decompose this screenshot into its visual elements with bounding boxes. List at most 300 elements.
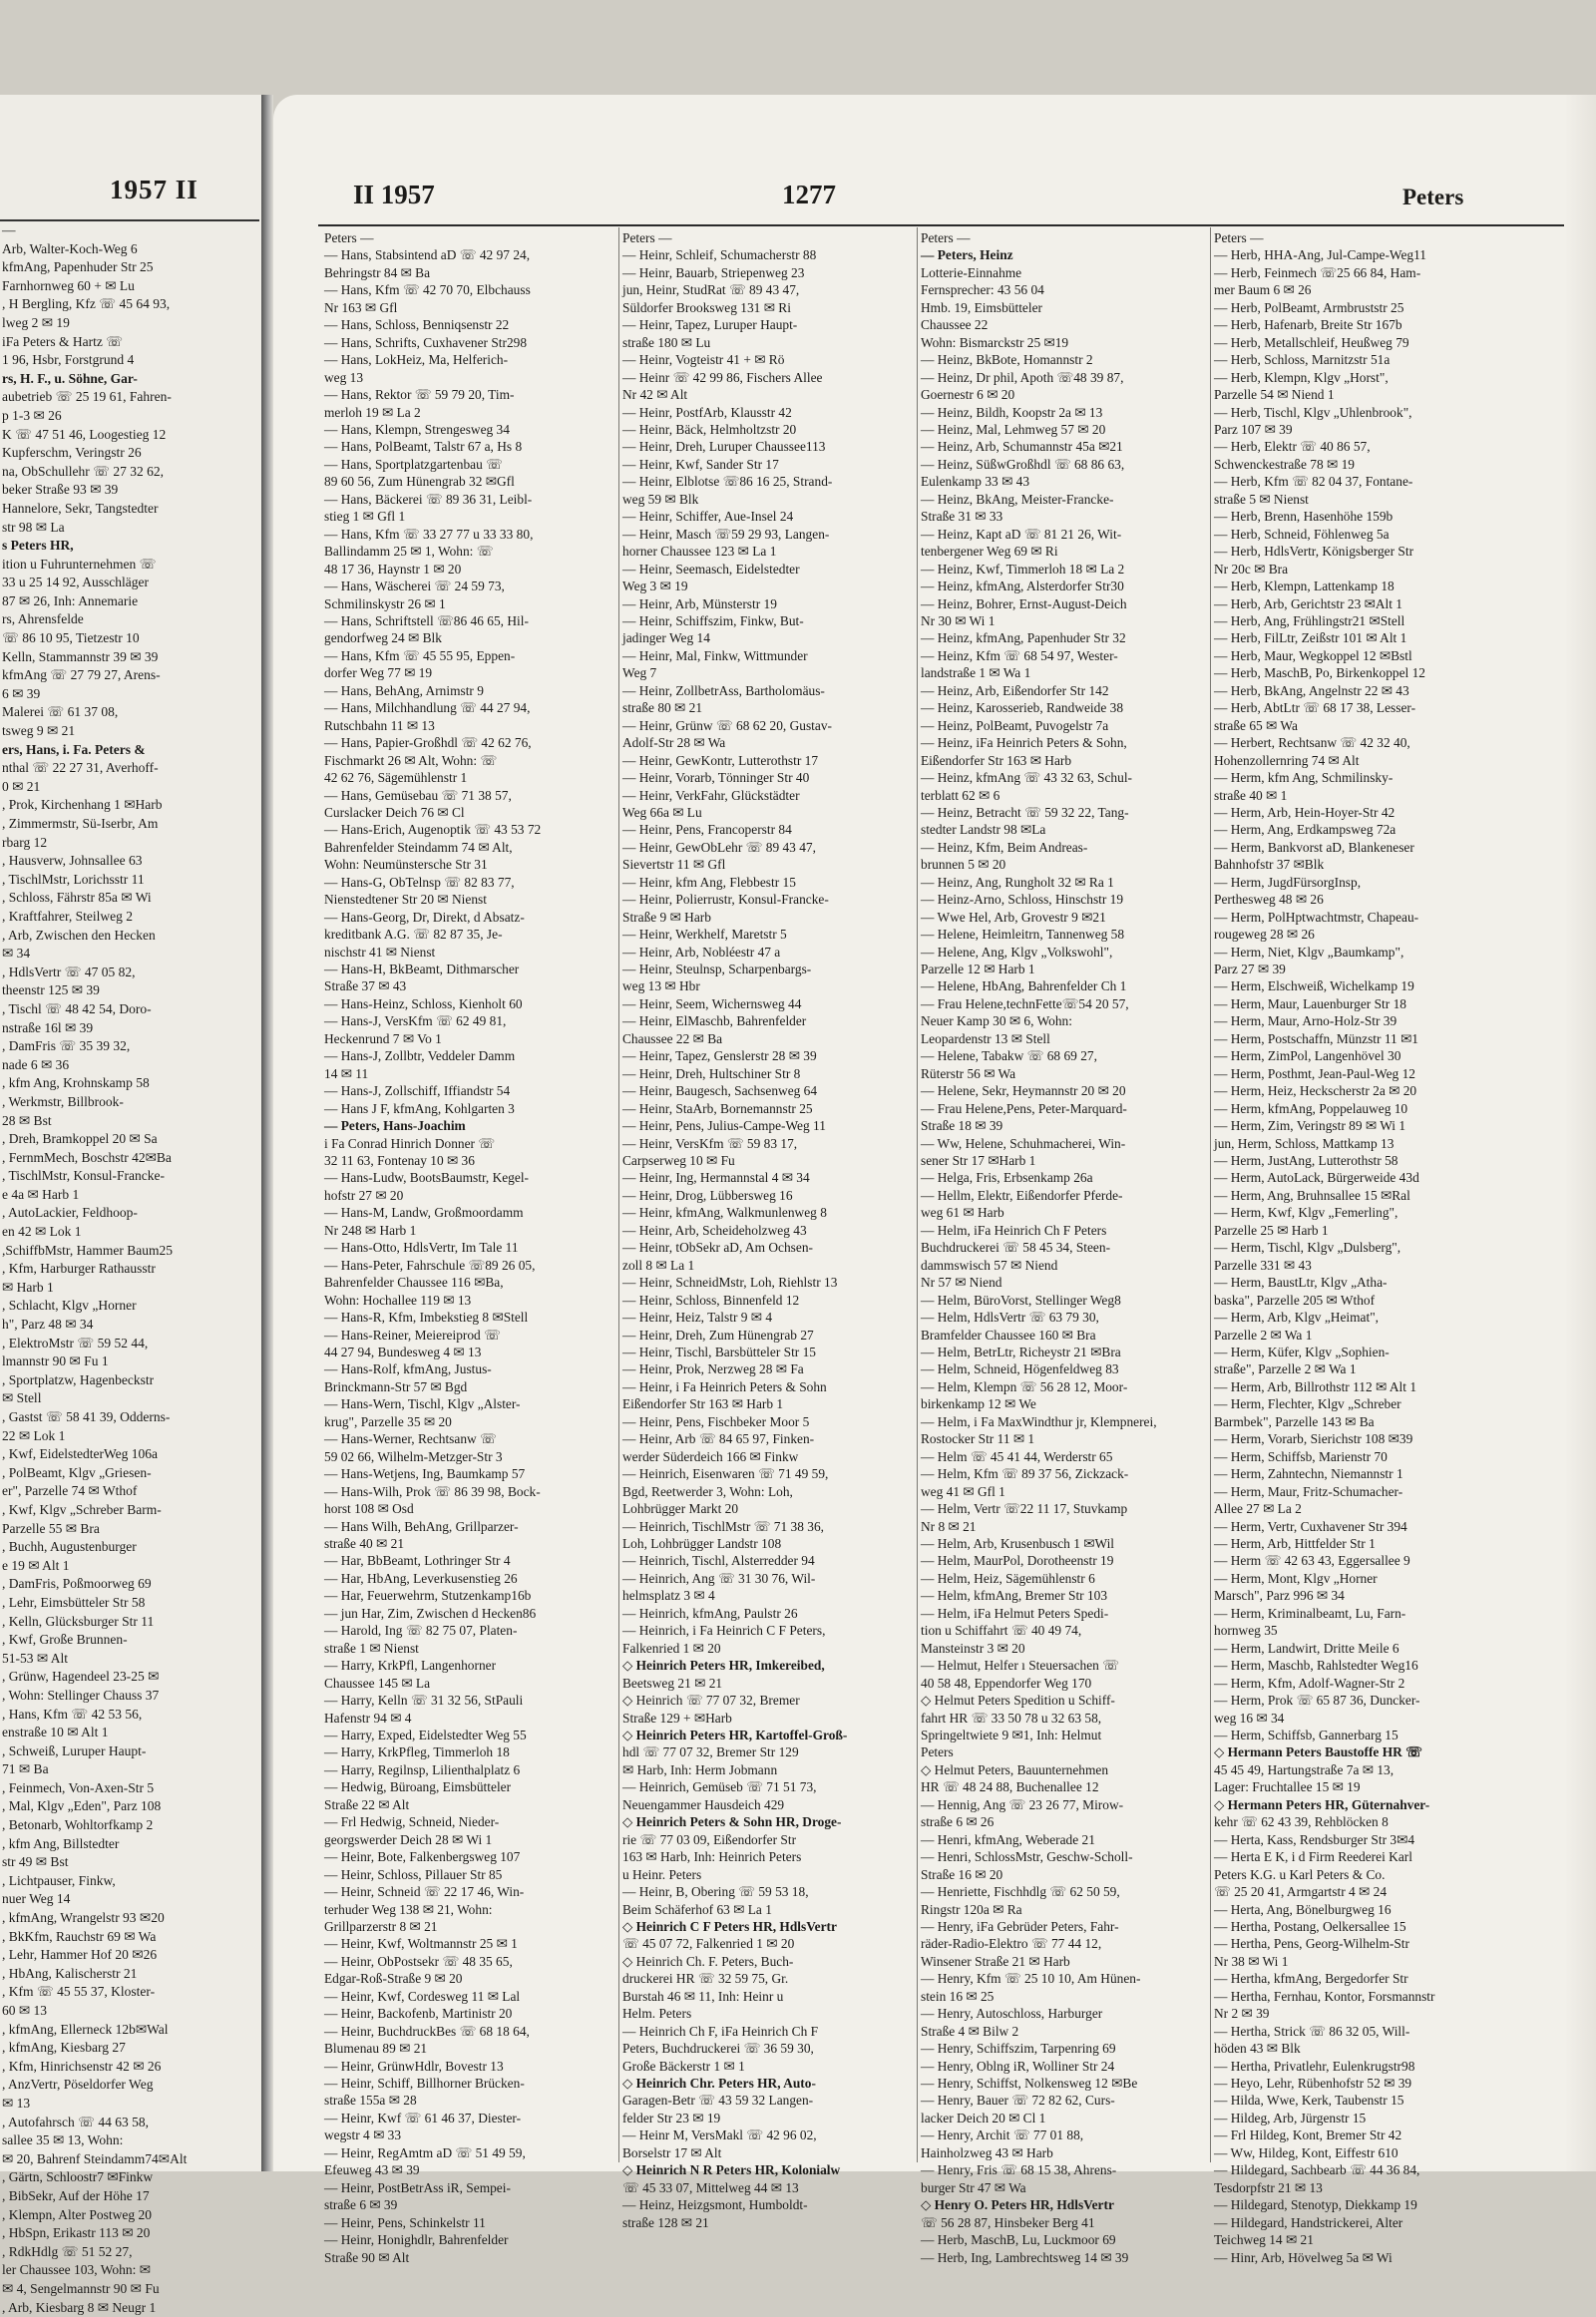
directory-entry: K ☏ 47 51 46, Loogestieg 12 (2, 426, 259, 445)
directory-entry: — Heinr, Schiffszim, Finkw, But- (622, 612, 937, 629)
directory-entry: — Henri, kfmAng, Weberade 21 (921, 1831, 1230, 1848)
directory-entry: — Herm, Maur, Arno-Holz-Str 39 (1214, 1012, 1513, 1029)
directory-entry: — Helm, Arb, Krusenbusch 1 ✉Wil (921, 1535, 1230, 1552)
directory-entry: , ElektroMstr ☏ 59 52 44, (2, 1335, 259, 1353)
directory-entry: — Heinr, VerkFahr, Glückstädter (622, 787, 937, 804)
directory-entry: — Heinr, Schiff, Billhorner Brücken- (324, 2075, 663, 2092)
directory-entry: — Herm, Mont, Klgv „Horner (1214, 1570, 1513, 1587)
directory-entry: — Harry, Regilnsp, Lilienthalplatz 6 (324, 1761, 663, 1778)
directory-entry: theenstr 125 ✉ 39 (2, 981, 259, 1000)
directory-entry: — Heinz, Arb, Eißendorfer Str 142 (921, 682, 1230, 699)
directory-entry: Peters — (324, 229, 663, 246)
directory-column-1 (324, 227, 663, 2164)
directory-entry: — Herta E K, i d Firm Reederei Karl (1214, 1848, 1513, 1865)
directory-entry: terhuder Weg 138 ✉ 21, Wohn: (324, 1901, 663, 1918)
directory-entry: Marsch", Parz 996 ✉ 34 (1214, 1587, 1513, 1604)
directory-entry: — Heinr, Kwf, Woltmannstr 25 ✉ 1 (324, 1935, 663, 1952)
directory-entry: ler Chaussee 103, Wohn: ✉ (2, 2261, 259, 2280)
running-head-name: Peters (1402, 185, 1463, 210)
left-page-header: 1957 II (110, 175, 199, 205)
directory-entry: — Helm, i Fa MaxWindthur jr, Klempnerei, (921, 1413, 1230, 1430)
directory-entry: hdl ☏ 77 07 32, Bremer Str 129 (622, 1743, 937, 1760)
directory-entry: — Frau Helene,technFette☏54 20 57, (921, 995, 1230, 1012)
directory-entry: ◇ Heinrich Chr. Peters HR, Auto- (622, 2075, 937, 2092)
directory-entry: stein 16 ✉ 25 (921, 1988, 1230, 2005)
directory-entry: — Helm, Vertr ☏22 11 17, Stuvkamp (921, 1500, 1230, 1517)
directory-entry: räder-Radio-Elektro ☏ 77 44 12, (921, 1935, 1230, 1952)
directory-entry: nade 6 ✉ 36 (2, 1056, 259, 1075)
directory-entry: weg 13 (324, 369, 663, 386)
directory-entry: — Heinz, BkAng, Meister-Francke- (921, 491, 1230, 508)
directory-entry: — Herb, Elektr ☏ 40 86 57, (1214, 438, 1513, 455)
directory-entry: Parzelle 331 ✉ 43 (1214, 1257, 1513, 1274)
directory-entry: lweg 2 ✉ 19 (2, 314, 259, 333)
directory-entry: — Heinr, i Fa Heinrich Peters & Sohn (622, 1378, 937, 1395)
directory-entry: rie ☏ 77 03 09, Eißendorfer Str (622, 1831, 937, 1848)
directory-entry: Lotterie-Einnahme (921, 264, 1230, 281)
directory-entry: baska", Parzelle 205 ✉ Wthof (1214, 1292, 1513, 1309)
directory-entry: straße 128 ✉ 21 (622, 2214, 937, 2231)
directory-entry: — Heinr, Schiffer, Aue-Insel 24 (622, 508, 937, 525)
directory-entry: Loh, Lohbrügger Landstr 108 (622, 1535, 937, 1552)
directory-entry: — Heinrich, i Fa Heinrich C F Peters, (622, 1622, 937, 1639)
directory-entry: Straße 22 ✉ Alt (324, 1796, 663, 1813)
directory-entry: aubetrieb ☏ 25 19 61, Fahren- (2, 388, 259, 407)
directory-entry: ◇ Helmut Peters Spedition u Schiff- (921, 1692, 1230, 1709)
directory-entry: Parz 27 ✉ 39 (1214, 961, 1513, 977)
directory-entry: Hannelore, Sekr, Tangstedter (2, 500, 259, 519)
directory-entry: , HdlsVertr ☏ 47 05 82, (2, 964, 259, 982)
directory-entry: Nr 2 ✉ 39 (1214, 2005, 1513, 2022)
column-divider (618, 227, 619, 2162)
directory-entry: , kfm Ang, Billstedter (2, 1835, 259, 1854)
header-rule (318, 224, 1566, 226)
directory-entry: — Heinr, ElMaschb, Bahrenfelder (622, 1012, 937, 1029)
directory-entry: — Heinr, StaArb, Bornemannstr 25 (622, 1100, 937, 1117)
directory-entry: — Henri, SchlossMstr, Geschw-Scholl- (921, 1848, 1230, 1865)
directory-entry: Nr 30 ✉ Wi 1 (921, 612, 1230, 629)
directory-entry: — Har, HbAng, Leverkusenstieg 26 (324, 1570, 663, 1587)
directory-entry: — Herm, Ang, Erdkampsweg 72a (1214, 821, 1513, 838)
directory-entry: Perthesweg 48 ✉ 26 (1214, 891, 1513, 908)
directory-entry: — Herm, Vertr, Cuxhavener Str 394 (1214, 1518, 1513, 1535)
directory-entry: — Helm, BetrLtr, Richeystr 21 ✉Bra (921, 1344, 1230, 1360)
directory-entry: 163 ✉ Harb, Inh: Heinrich Peters (622, 1848, 937, 1865)
directory-entry: , Grünw, Hagendeel 23-25 ✉ (2, 1668, 259, 1687)
directory-entry: , BkKfm, Rauchstr 69 ✉ Wa (2, 1928, 259, 1947)
directory-entry: — Herm, Vorarb, Sierichstr 108 ✉39 (1214, 1430, 1513, 1447)
directory-entry: Carpserweg 10 ✉ Fu (622, 1152, 937, 1169)
directory-entry: — Helene, Tabakw ☏ 68 69 27, (921, 1047, 1230, 1064)
directory-entry: , Sportplatzw, Hagenbeckstr (2, 1371, 259, 1390)
directory-entry: straße 65 ✉ Wa (1214, 717, 1513, 734)
directory-entry: — Heinz, kfmAng, Alsterdorfer Str30 (921, 578, 1230, 594)
book-gutter (261, 95, 273, 2171)
directory-entry: — Hans, Papier-Großhdl ☏ 42 62 76, (324, 734, 663, 751)
directory-entry: georgswerder Deich 28 ✉ Wi 1 (324, 1831, 663, 1848)
directory-entry: 45 45 49, Hartungstraße 7a ✉ 13, (1214, 1761, 1513, 1778)
directory-entry: jun, Herm, Schloss, Mattkamp 13 (1214, 1135, 1513, 1152)
directory-entry: — Herm, Zahntechn, Niemannstr 1 (1214, 1465, 1513, 1482)
directory-entry: Straße 37 ✉ 43 (324, 977, 663, 994)
directory-entry: — Heinz, PolBeamt, Puvogelstr 7a (921, 717, 1230, 734)
directory-entry: — Hellm, Elektr, Eißendorfer Pferde- (921, 1187, 1230, 1204)
directory-entry: — Herb, PolBeamt, Armbruststr 25 (1214, 299, 1513, 316)
directory-entry: Hmb. 19, Eimsbütteler (921, 299, 1230, 316)
directory-entry: — Heinz, iFa Heinrich Peters & Sohn, (921, 734, 1230, 751)
directory-entry: merloh 19 ✉ La 2 (324, 404, 663, 421)
directory-entry: Grillparzerstr 8 ✉ 21 (324, 1918, 663, 1935)
directory-entry: — Heinz, SüßwGroßhdl ☏ 68 86 63, (921, 456, 1230, 473)
directory-entry: Peters, Buchdruckerei ☏ 36 59 30, (622, 2040, 937, 2057)
directory-entry: Peters — (921, 229, 1230, 246)
directory-entry: sener Str 17 ✉Harb 1 (921, 1152, 1230, 1169)
directory-entry: — Heinz, Arb, Schumannstr 45a ✉21 (921, 438, 1230, 455)
directory-entry: — Heinr, Masch ☏59 29 93, Langen- (622, 526, 937, 543)
directory-entry: sallee 35 ✉ 13, Wohn: (2, 2131, 259, 2150)
directory-entry: — Herb, Feinmech ☏25 66 84, Ham- (1214, 264, 1513, 281)
directory-entry: — Heinr, Drog, Lübbersweg 16 (622, 1187, 937, 1204)
directory-entry: , DamFris, Poßmoorweg 69 (2, 1575, 259, 1594)
directory-entry: Chaussee 145 ✉ La (324, 1675, 663, 1692)
directory-entry: Hainholzweg 43 ✉ Harb (921, 2144, 1230, 2161)
directory-entry: Bahrenfelder Steindamm 74 ✉ Alt, (324, 839, 663, 856)
directory-entry: — Hans Wilh, BehAng, Grillparzer- (324, 1518, 663, 1535)
directory-entry: — Hans, Wäscherei ☏ 24 59 73, (324, 578, 663, 594)
directory-entry: Borselstr 17 ✉ Alt (622, 2144, 937, 2161)
directory-entry: h", Parz 48 ✉ 34 (2, 1316, 259, 1335)
directory-entry: — Hans, Bäckerei ☏ 89 36 31, Leibl- (324, 491, 663, 508)
directory-entry: Nr 20c ✉ Bra (1214, 561, 1513, 578)
directory-entry: — Heinr, B, Obering ☏ 59 53 18, (622, 1883, 937, 1900)
directory-entry: — Hennig, Ang ☏ 23 26 77, Mirow- (921, 1796, 1230, 1813)
directory-entry: — Heinrich, Tischl, Alsterredder 94 (622, 1552, 937, 1569)
directory-entry: — Herm, kfm Ang, Schmilinsky- (1214, 769, 1513, 786)
directory-entry: Parzelle 54 ✉ Niend 1 (1214, 386, 1513, 403)
directory-entry: — Henry, Schiffszim, Tarpenring 69 (921, 2040, 1230, 2057)
directory-entry: — Harry, KrkPfl, Langenhorner (324, 1657, 663, 1674)
directory-entry: rs, Ahrensfelde (2, 610, 259, 629)
directory-entry: straße 40 ✉ 1 (1214, 787, 1513, 804)
directory-entry: rbarg 12 (2, 834, 259, 853)
directory-entry: — Heinr, Arb, Nobléestr 47 a (622, 944, 937, 961)
directory-entry: Rutschbahn 11 ✉ 13 (324, 717, 663, 734)
directory-entry: — Herm, Kfm, Adolf-Wagner-Str 2 (1214, 1675, 1513, 1692)
directory-entry: Peters (921, 1743, 1230, 1760)
directory-entry: — Henry, Archit ☏ 77 01 88, (921, 2126, 1230, 2143)
directory-entry: e 19 ✉ Alt 1 (2, 1557, 259, 1576)
directory-entry: Burstah 46 ✉ 11, Inh: Heinr u (622, 1988, 937, 2005)
directory-entry: druckerei HR ☏ 32 59 75, Gr. (622, 1970, 937, 1987)
directory-entry: — Hildegard, Handstrickerei, Alter (1214, 2214, 1513, 2231)
directory-entry: , Betonarb, Wohltorfkamp 2 (2, 1816, 259, 1835)
directory-entry: — Hans-Wilh, Prok ☏ 86 39 98, Bock- (324, 1483, 663, 1500)
directory-entry: Eulenkamp 33 ✉ 43 (921, 473, 1230, 490)
directory-entry: Heckenrund 7 ✉ Vo 1 (324, 1030, 663, 1047)
directory-entry: Farnhornweg 60 + ✉ Lu (2, 277, 259, 296)
directory-entry: 14 ✉ 11 (324, 1065, 663, 1082)
directory-entry: — Hans-R, Kfm, Imbekstieg 8 ✉Stell (324, 1309, 663, 1326)
directory-entry: — Harry, Exped, Eidelstedter Weg 55 (324, 1727, 663, 1743)
directory-entry: — Hedwig, Büroang, Eimsbütteler (324, 1778, 663, 1795)
directory-entry: lmannstr 90 ✉ Fu 1 (2, 1352, 259, 1371)
directory-entry: 1 96, Hsbr, Forstgrund 4 (2, 351, 259, 370)
directory-entry: — Herm, Bankvorst aD, Blankeneser (1214, 839, 1513, 856)
directory-entry: Kupferschm, Veringstr 26 (2, 444, 259, 463)
directory-entry: ☏ 45 07 72, Falkenried 1 ✉ 20 (622, 1935, 937, 1952)
column-divider (1210, 227, 1211, 2162)
directory-entry: Neuer Kamp 30 ✉ 6, Wohn: (921, 1012, 1230, 1029)
directory-entry: — Heinz, Kwf, Timmerloh 18 ✉ La 2 (921, 561, 1230, 578)
directory-entry: , Tischl ☏ 48 42 54, Doro- (2, 1000, 259, 1019)
directory-entry: Hafenstr 94 ✉ 4 (324, 1710, 663, 1727)
directory-entry: helmsplatz 3 ✉ 4 (622, 1587, 937, 1604)
directory-entry: — Heinr, Dreh, Zum Hünengrab 27 (622, 1327, 937, 1344)
directory-entry: — Hans, Kfm ☏ 42 70 70, Elbchauss (324, 281, 663, 298)
page-number: 1277 (782, 180, 836, 210)
directory-entry: — Heinr, Tapez, Genslerstr 28 ✉ 39 (622, 1047, 937, 1064)
directory-entry: — Herb, Hafenarb, Breite Str 167b (1214, 316, 1513, 333)
directory-entry: — Hinr, Arb, Hövelweg 5a ✉ Wi (1214, 2249, 1513, 2266)
directory-entry: Eißendorfer Str 163 ✉ Harb 1 (622, 1395, 937, 1412)
directory-entry: , Wohn: Stellinger Chauss 37 (2, 1687, 259, 1706)
page-edge (1564, 95, 1596, 2171)
directory-entry: Wohn: Bismarckstr 25 ✉19 (921, 334, 1230, 351)
directory-entry: — Hans-Wetjens, Ing, Baumkamp 57 (324, 1465, 663, 1482)
directory-entry: Schwenckestraße 78 ✉ 19 (1214, 456, 1513, 473)
directory-entry: ers, Hans, i. Fa. Peters & (2, 741, 259, 760)
directory-entry: — Heinz-Arno, Schloss, Hinschstr 19 (921, 891, 1230, 908)
directory-entry: Peters — (622, 229, 937, 246)
directory-entry: — Heinz, Bohrer, Ernst-August-Deich (921, 595, 1230, 612)
directory-entry: — Heinr, Pens, Francoperstr 84 (622, 821, 937, 838)
directory-entry: — Hans, Schriftstell ☏86 46 65, Hil- (324, 612, 663, 629)
directory-entry: Lager: Fruchtallee 15 ✉ 19 (1214, 1778, 1513, 1795)
directory-entry: — Hertha, Privatlehr, Eulenkrugstr98 (1214, 2058, 1513, 2075)
directory-entry: , Lehr, Hammer Hof 20 ✉26 (2, 1946, 259, 1965)
directory-entry: 48 17 36, Haynstr 1 ✉ 20 (324, 561, 663, 578)
directory-entry: zoll 8 ✉ La 1 (622, 1257, 937, 1274)
directory-entry: — Herm, Schiffsb, Marienstr 70 (1214, 1448, 1513, 1465)
directory-entry: birkenkamp 12 ✉ We (921, 1395, 1230, 1412)
directory-entry: — Herb, Brenn, Hasenhöhe 159b (1214, 508, 1513, 525)
directory-entry: ◇ Heinrich ☏ 77 07 32, Bremer (622, 1692, 937, 1709)
directory-entry: — Herb, Klempn, Klgv „Horst", (1214, 369, 1513, 386)
directory-entry: 60 ✉ 13 (2, 2002, 259, 2021)
directory-entry: — Heinr, Kwf, Cordesweg 11 ✉ Lal (324, 1988, 663, 2005)
directory-entry: — Henriette, Fischhdlg ☏ 62 50 59, (921, 1883, 1230, 1900)
directory-entry: Weg 3 ✉ 19 (622, 578, 937, 594)
directory-entry: dammswisch 57 ✉ Niend (921, 1257, 1230, 1274)
directory-entry: — Helm, iFa Helmut Peters Spedi- (921, 1605, 1230, 1622)
directory-entry: — Heinr, Heiz, Talstr 9 ✉ 4 (622, 1309, 937, 1326)
directory-entry: Nr 163 ✉ Gfl (324, 299, 663, 316)
directory-entry: — Heinr, Schneid ☏ 22 17 46, Win- (324, 1883, 663, 1900)
directory-entry: s Peters HR, (2, 537, 259, 556)
directory-entry: — Henry, Bauer ☏ 72 82 62, Curs- (921, 2092, 1230, 2109)
directory-entry: Schmilinskystr 26 ✉ 1 (324, 595, 663, 612)
directory-entry: tenbergener Weg 69 ✉ Ri (921, 543, 1230, 560)
directory-entry: — Hans, BehAng, Arnimstr 9 (324, 682, 663, 699)
directory-entry: ☏ 86 10 95, Tietzestr 10 (2, 629, 259, 648)
directory-entry: , Kfm, Harburger Rathausstr (2, 1260, 259, 1279)
directory-entry: — Herb, HdlsVertr, Königsberger Str (1214, 543, 1513, 560)
directory-entry: en 42 ✉ Lok 1 (2, 1223, 259, 1242)
directory-entry: — Frau Helene,Pens, Peter-Marquard- (921, 1100, 1230, 1117)
directory-entry: — Herb, Schloss, Marnitzstr 51a (1214, 351, 1513, 368)
directory-entry: — Hildegard, Stenotyp, Diekkamp 19 (1214, 2196, 1513, 2213)
directory-entry: ◇ Heinrich Peters HR, Kartoffel-Groß- (622, 1727, 937, 1743)
directory-entry: — Herm, Heiz, Heckscherstr 2a ✉ 20 (1214, 1082, 1513, 1099)
directory-entry: Straße 129 + ✉Harb (622, 1710, 937, 1727)
directory-entry: terblatt 62 ✉ 6 (921, 787, 1230, 804)
directory-entry: Helm. Peters (622, 2005, 937, 2022)
directory-entry: 6 ✉ 39 (2, 685, 259, 704)
directory-entry: nthal ☏ 22 27 31, Averhoff- (2, 759, 259, 778)
directory-entry: — Helene, Sekr, Heymannstr 20 ✉ 20 (921, 1082, 1230, 1099)
directory-entry: ◇ Helmut Peters, Bauunternehmen (921, 1761, 1230, 1778)
directory-entry: — Herm, Maur, Fritz-Schumacher- (1214, 1483, 1513, 1500)
directory-entry: — Helm ☏ 45 41 44, Werderstr 65 (921, 1448, 1230, 1465)
directory-entry: Efeuweg 43 ✉ 39 (324, 2161, 663, 2178)
directory-entry: — Hans-Rolf, kfmAng, Justus- (324, 1360, 663, 1377)
directory-entry: , Lichtpauser, Finkw, (2, 1872, 259, 1891)
directory-entry: ◇ Heinrich Peters & Sohn HR, Droge- (622, 1813, 937, 1830)
directory-entry: — Herm, AutoLack, Bürgerweide 43d (1214, 1169, 1513, 1186)
directory-entry: — Helm, Klempn ☏ 56 28 12, Moor- (921, 1378, 1230, 1395)
directory-entry: 28 ✉ Bst (2, 1112, 259, 1131)
directory-entry: stieg 1 ✉ Gfl 1 (324, 508, 663, 525)
directory-entry: , Prok, Kirchenhang 1 ✉Harb (2, 796, 259, 815)
directory-entry: — Herb, Metallschleif, Heußweg 79 (1214, 334, 1513, 351)
directory-entry: , Schloss, Fährstr 85a ✉ Wi (2, 889, 259, 908)
directory-entry: ,SchiffbMstr, Hammer Baum25 (2, 1242, 259, 1261)
directory-entry: 0 ✉ 21 (2, 778, 259, 797)
directory-entry: Wohn: Hochallee 119 ✉ 13 (324, 1292, 663, 1309)
directory-entry: — Ww, Hildeg, Kont, Eiffestr 610 (1214, 2144, 1513, 2161)
directory-entry: — Helm, Schneid, Högenfeldweg 83 (921, 1360, 1230, 1377)
directory-entry: , AnzVertr, Pöseldorfer Weg (2, 2076, 259, 2095)
directory-entry: , Arb, Kiesbarg 8 ✉ Neugr 1 (2, 2299, 259, 2317)
directory-entry: ✉ 20, Bahrenf Steindamm74✉Alt (2, 2150, 259, 2169)
directory-entry: Arb, Walter-Koch-Weg 6 (2, 240, 259, 259)
right-page-header-left: II 1957 (353, 180, 435, 210)
directory-entry: — Herb, MaschB, Po, Birkenkoppel 12 (1214, 664, 1513, 681)
directory-entry: — Heinz, Dr phil, Apoth ☏48 39 87, (921, 369, 1230, 386)
directory-entry: ◇ Heinrich N R Peters HR, Kolonialw (622, 2161, 937, 2178)
directory-entry: Weg 7 (622, 664, 937, 681)
directory-entry: , Schlacht, Klgv „Horner (2, 1297, 259, 1316)
directory-entry: jun, Heinr, StudRat ☏ 89 43 47, (622, 281, 937, 298)
directory-entry: — Herb, HHA-Ang, Jul-Campe-Weg11 (1214, 246, 1513, 263)
directory-entry: 87 ✉ 26, Inh: Annemarie (2, 592, 259, 611)
directory-entry: Nr 38 ✉ Wi 1 (1214, 1953, 1513, 1970)
directory-entry: hornweg 35 (1214, 1622, 1513, 1639)
directory-entry: Curslacker Deich 76 ✉ Cl (324, 804, 663, 821)
directory-entry: p 1-3 ✉ 26 (2, 407, 259, 426)
directory-entry: — Hans, Klempn, Strengesweg 34 (324, 421, 663, 438)
directory-entry: , Klempn, Alter Postweg 20 (2, 2206, 259, 2225)
directory-entry: Bgd, Reetwerder 3, Wohn: Loh, (622, 1483, 937, 1500)
directory-entry: kreditbank A.G. ☏ 82 87 35, Je- (324, 926, 663, 943)
directory-entry: 51-53 ✉ Alt (2, 1650, 259, 1669)
directory-entry: ◇ Heinrich Ch. F. Peters, Buch- (622, 1953, 937, 1970)
directory-entry: — Hans, Rektor ☏ 59 79 20, Tim- (324, 386, 663, 403)
directory-entry: — Herb, Schneid, Föhlenweg 5a (1214, 526, 1513, 543)
directory-entry: — Herm, PolHptwachtmstr, Chapeau- (1214, 909, 1513, 926)
directory-entry: Bramfelder Chaussee 160 ✉ Bra (921, 1327, 1230, 1344)
directory-entry: , Zimmermstr, Sü-Iserbr, Am (2, 815, 259, 834)
directory-entry: — Helm, BüroVorst, Stellinger Weg8 (921, 1292, 1230, 1309)
directory-entry: — Heinr, kfm Ang, Flebbestr 15 (622, 874, 937, 891)
directory-entry: — Heinr, Arb ☏ 84 65 97, Finken- (622, 1430, 937, 1447)
directory-entry: hofstr 27 ✉ 20 (324, 1187, 663, 1204)
directory-entry: , HbSpn, Erikastr 113 ✉ 20 (2, 2224, 259, 2243)
directory-entry: straße 180 ✉ Lu (622, 334, 937, 351)
directory-entry: Edgar-Roß-Straße 9 ✉ 20 (324, 1970, 663, 1987)
directory-entry: , Kelln, Glücksburger Str 11 (2, 1613, 259, 1632)
directory-entry: Weg 66a ✉ Lu (622, 804, 937, 821)
directory-entry: , Mal, Klgv „Eden", Parz 108 (2, 1797, 259, 1816)
directory-column-3 (921, 227, 1230, 2164)
directory-entry: Malerei ☏ 61 37 08, (2, 703, 259, 722)
directory-entry: — Heinr, Kwf, Sander Str 17 (622, 456, 937, 473)
directory-entry: — Heinr, Schloss, Binnenfeld 12 (622, 1292, 937, 1309)
directory-entry: Nr 57 ✉ Niend (921, 1274, 1230, 1291)
directory-entry: er", Parzelle 74 ✉ Wthof (2, 1482, 259, 1501)
directory-entry: — Hans-Ludw, BootsBaumstr, Kegel- (324, 1169, 663, 1186)
directory-entry: — Herm, Maur, Lauenburger Str 18 (1214, 995, 1513, 1012)
directory-entry: — Hans-M, Landw, Großmoordamm (324, 1204, 663, 1221)
directory-entry: Kelln, Stammannstr 39 ✉ 39 (2, 648, 259, 667)
directory-entry: — Henry, Autoschloss, Harburger (921, 2005, 1230, 2022)
directory-entry: — Heinr, Grünw ☏ 68 62 20, Gustav- (622, 717, 937, 734)
directory-entry: ✉ 13 (2, 2095, 259, 2114)
directory-entry: — Hans-H, BkBeamt, Dithmarscher (324, 961, 663, 977)
directory-entry: — Herm, Prok ☏ 65 87 36, Duncker- (1214, 1692, 1513, 1709)
directory-entry: straße 40 ✉ 21 (324, 1535, 663, 1552)
directory-entry: Bahrenfelder Chaussee 116 ✉Ba, (324, 1274, 663, 1291)
directory-entry: straße 80 ✉ 21 (622, 699, 937, 716)
directory-entry: — Herm, Posthmt, Jean-Paul-Weg 12 (1214, 1065, 1513, 1082)
directory-entry: — Hans-Reiner, Meiereiprod ☏ (324, 1327, 663, 1344)
directory-entry: — (2, 221, 259, 240)
directory-entry: — Hertha, kfmAng, Bergedorfer Str (1214, 1970, 1513, 1987)
directory-entry: dorfer Weg 77 ✉ 19 (324, 664, 663, 681)
directory-entry: , Hans, Kfm ☏ 42 53 56, (2, 1706, 259, 1725)
directory-entry: — Helene, Ang, Klgv „Volkswohl", (921, 944, 1230, 961)
directory-entry: ◇ Heinrich C F Peters HR, HdlsVertr (622, 1918, 937, 1935)
directory-entry: — Hildeg, Arb, Jürgenstr 15 (1214, 2110, 1513, 2126)
directory-entry: Wohn: Neumünstersche Str 31 (324, 856, 663, 873)
directory-entry: — Helm, Kfm ☏ 89 37 56, Zickzack- (921, 1465, 1230, 1482)
directory-entry: 42 62 76, Sägemühlenstr 1 (324, 769, 663, 786)
directory-entry: — Heinrich, kfmAng, Paulstr 26 (622, 1605, 937, 1622)
directory-entry: — Hans, Sportplatzgartenbau ☏ (324, 456, 663, 473)
directory-entry: — Helmut, Helfer ı Steuersachen ☏ (921, 1657, 1230, 1674)
directory-entry: — Herb, FilLtr, Zeißstr 101 ✉ Alt 1 (1214, 629, 1513, 646)
directory-entry: — Herm, Küfer, Klgv „Sophien- (1214, 1344, 1513, 1360)
directory-entry: na, ObSchullehr ☏ 27 32 62, (2, 463, 259, 482)
directory-entry: — Herm, Niet, Klgv „Baumkamp", (1214, 944, 1513, 961)
directory-entry: — Heinr, Bäck, Helmholtzstr 20 (622, 421, 937, 438)
left-page (0, 95, 264, 2171)
directory-entry: , kfmAng, Ellerneck 12b✉Wal (2, 2021, 259, 2040)
directory-entry: — Heinr, VersKfm ☏ 59 83 17, (622, 1135, 937, 1152)
directory-entry: — Hans-Erich, Augenoptik ☏ 43 53 72 (324, 821, 663, 838)
directory-entry: , H Bergling, Kfz ☏ 45 64 93, (2, 295, 259, 314)
directory-entry: Falkenried 1 ✉ 20 (622, 1640, 937, 1657)
